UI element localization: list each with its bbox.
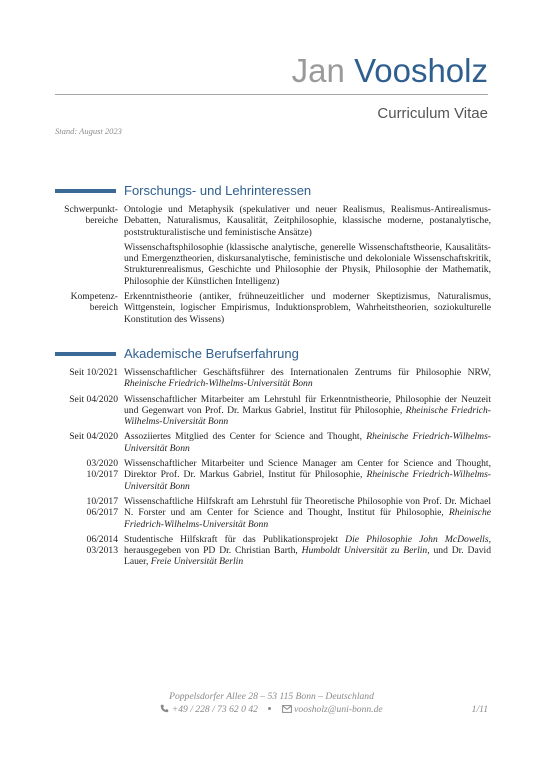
date-line: 06/2014 bbox=[86, 533, 118, 545]
job-entry bbox=[55, 534, 491, 568]
footer-address: Poppelsdorfer Allee 28 – 53 115 Bonn – Deutschland bbox=[169, 691, 374, 702]
first-name: Jan bbox=[291, 52, 345, 89]
institution: Rheinische Friedrich-Wilhelms-Universität Bonn bbox=[124, 469, 492, 492]
document-subtitle: Curriculum Vitae bbox=[377, 105, 488, 122]
publication-title: Die Philosophie John McDowells bbox=[345, 533, 489, 545]
section-bar bbox=[55, 352, 116, 356]
phone-icon bbox=[160, 704, 171, 715]
mail-icon bbox=[282, 704, 294, 715]
job-text: Wissenschaftliche Hilfskraft am Lehrstuhl für Theoretische Philosophie von Prof. Dr. Michael N. Forster und am Center for Science and Thought, Institut für Philosophie, bbox=[124, 495, 491, 519]
label-line: Kompetenz- bbox=[70, 291, 118, 303]
row-schwerpunkt bbox=[55, 204, 491, 287]
section-academic-experience bbox=[55, 345, 491, 568]
row-kompetenz bbox=[55, 291, 491, 325]
section-title: Forschungs- und Lehrinteressen bbox=[124, 183, 312, 198]
job-description bbox=[124, 431, 491, 454]
job-description bbox=[124, 394, 491, 428]
date-stamp: Stand: August 2023 bbox=[55, 126, 122, 136]
date-line: 06/2017 bbox=[86, 507, 118, 519]
job-entry bbox=[55, 367, 491, 390]
email-link[interactable]: voosholz@uni-bonn.de bbox=[294, 704, 383, 715]
header-rule bbox=[55, 94, 488, 95]
job-text: Wissenschaftlicher Mitarbeiter und Science Manager am Center for Science and Thought, Direktor Prof. Dr. Markus Gabriel, Institut für Philosophie, bbox=[124, 458, 491, 481]
date-line: 03/2013 bbox=[86, 545, 118, 557]
institution: Freie Universität Berlin bbox=[150, 556, 244, 568]
job-text: , und Dr. David Lauer, bbox=[124, 545, 492, 568]
footer-contact bbox=[0, 704, 543, 716]
date-line: Seit 04/2020 bbox=[69, 393, 118, 405]
section-header bbox=[55, 182, 491, 200]
paragraph: Ontologie und Metaphysik (spekulativer und neuer Realismus, Realismus-Antirealismus-Debatten, Naturalismus, Kausalität, Zeitphilosophie, klassische moderne, postanalytische, poststrukturalistische und feministische Ansätze) bbox=[124, 204, 491, 238]
date-range bbox=[55, 367, 118, 378]
section-header bbox=[55, 345, 491, 363]
phone-number[interactable]: +49 / 228 / 73 62 0 42 bbox=[171, 704, 258, 715]
institution: Rheinische Friedrich-Wilhelms-Universität Bonn bbox=[124, 507, 491, 530]
job-text: , herausgegeben von PD Dr. Christian Barth, bbox=[124, 533, 491, 557]
row-label bbox=[55, 291, 118, 314]
header-name bbox=[292, 52, 488, 90]
institution: Humboldt Universität zu Berlin bbox=[301, 545, 428, 557]
job-text: Wissenschaftlicher Geschäftsführer des Internationalen Zentrums für Philosophie NRW, bbox=[124, 367, 491, 378]
job-entry bbox=[55, 431, 491, 454]
job-description bbox=[124, 458, 491, 492]
section-title: Akademische Berufserfahrung bbox=[124, 346, 299, 361]
label-line: Schwerpunkt- bbox=[64, 204, 118, 215]
row-content bbox=[124, 204, 491, 287]
job-entry bbox=[55, 394, 491, 428]
date-range bbox=[55, 458, 118, 481]
job-text: Assoziiertes Mitglied des Center for Science and Thought, bbox=[124, 431, 367, 443]
paragraph: Erkenntnistheorie (antiker, frühneuzeitlicher und moderner Skeptizismus, Naturalismus, Wittgenstein, logischer Empirismus, Induktionsproblem, Wahrheitstheorien, soziokulturelle Konstitution des Wissens) bbox=[124, 291, 491, 325]
institution: Rheinische Friedrich-Wilhelms-Universität Bonn bbox=[124, 431, 492, 454]
date-range bbox=[55, 394, 118, 405]
institution: Rheinische Friedrich-Wilhelms-Universität Bonn bbox=[124, 404, 491, 428]
job-entry bbox=[55, 458, 491, 492]
job-text: Studentische Hilfskraft für das Publikationsprojekt bbox=[124, 533, 346, 545]
row-label bbox=[55, 204, 118, 227]
institution: Rheinische Friedrich-Wilhelms-Universität Bonn bbox=[124, 378, 313, 390]
job-description bbox=[124, 367, 491, 390]
section-research-interests bbox=[55, 182, 491, 325]
paragraph: Wissenschaftsphilosophie (klassische analytische, generelle Wissenschaftstheorie, Kausalitäts- und Emergenztheorien, diskursanalytische, feministische und dekoloniale Wissenschaftskritik, Strukturenrealismus, Geschichte und Philosophie der Physik, Philosophie der Mathematik, Philosophie der Künstlichen Intelligenz) bbox=[124, 241, 491, 287]
separator-dot bbox=[268, 707, 271, 710]
job-description bbox=[124, 534, 491, 568]
page-number: 1/11 bbox=[471, 704, 488, 715]
last-name: Voosholz bbox=[354, 52, 488, 89]
section-bar bbox=[55, 189, 116, 193]
date-line: 10/2017 bbox=[86, 469, 118, 481]
job-text: Wissenschaftlicher Mitarbeiter am Lehrstuhl für Erkenntnistheorie, Philosophie der Neuzeit und Gegenwart von Prof. Dr. Markus Gabriel, Institut für Philosophie, bbox=[124, 393, 491, 416]
date-range bbox=[55, 431, 118, 442]
date-line: 03/2020 bbox=[86, 458, 118, 470]
date-line: 10/2017 bbox=[86, 495, 118, 507]
date-line: Seit 04/2020 bbox=[69, 431, 118, 443]
date-range bbox=[55, 534, 118, 557]
date-range bbox=[55, 496, 118, 519]
job-entry bbox=[55, 496, 491, 530]
date-line: Seit 10/2021 bbox=[69, 367, 118, 378]
job-description bbox=[124, 496, 491, 530]
label-line: bereich bbox=[89, 302, 118, 314]
row-content bbox=[124, 291, 491, 325]
label-line: bereiche bbox=[85, 215, 118, 227]
